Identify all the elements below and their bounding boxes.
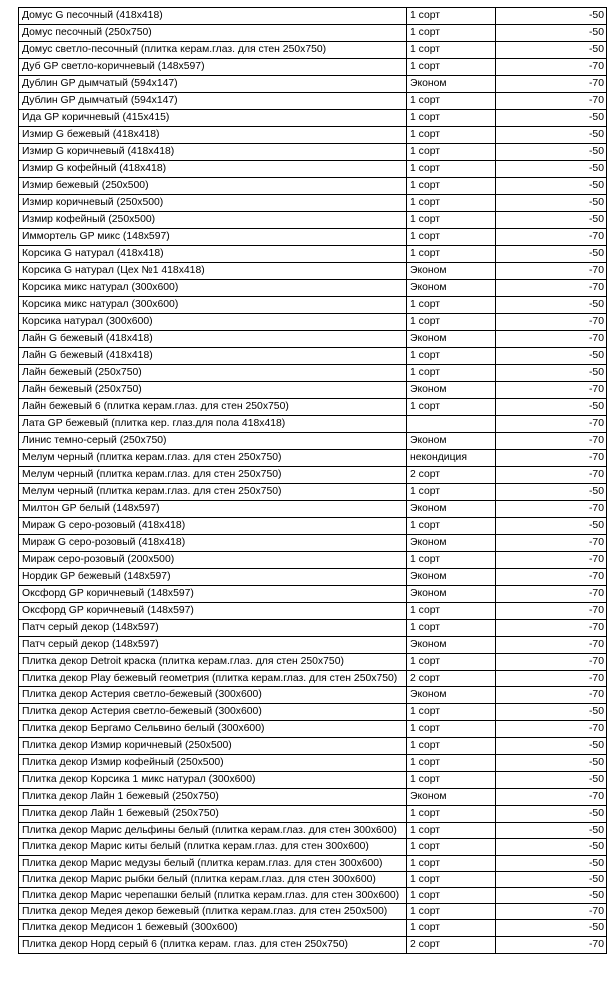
grade-cell: Эконом	[407, 263, 496, 280]
discount-cell: -70	[496, 93, 607, 110]
table-row	[19, 552, 607, 569]
discount-cell: -50	[496, 297, 607, 314]
product-name-cell: Лайн G бежевый (418x418)	[19, 331, 407, 348]
grade-cell: Эконом	[407, 501, 496, 518]
discount-cell: -70	[496, 280, 607, 297]
discount-cell: -70	[496, 721, 607, 738]
grade-cell: 1 сорт	[407, 721, 496, 738]
grade-cell: 1 сорт	[407, 399, 496, 416]
table-row	[19, 839, 607, 856]
grade-cell: 1 сорт	[407, 654, 496, 671]
table-row	[19, 687, 607, 704]
grade-cell: 1 сорт	[407, 772, 496, 789]
grade-cell: 1 сорт	[407, 314, 496, 331]
discount-cell: -70	[496, 904, 607, 920]
product-name-cell: Плитка декор Марис черепашки белый (плитка керам.глаз. для стен 300x600)	[19, 888, 407, 904]
product-name-cell: Корсика G натурал (418x418)	[19, 246, 407, 263]
product-name-cell: Плитка декор Корсика 1 микс натурал (300x600)	[19, 772, 407, 789]
discount-cell: -70	[496, 229, 607, 246]
discount-cell: -70	[496, 416, 607, 433]
product-name-cell: Мелум черный (плитка керам.глаз. для стен 250x750)	[19, 450, 407, 467]
grade-cell: 1 сорт	[407, 212, 496, 229]
grade-cell: 1 сорт	[407, 348, 496, 365]
discount-cell: -50	[496, 920, 607, 937]
discount-cell: -50	[496, 42, 607, 59]
table-row	[19, 348, 607, 365]
grade-cell: 1 сорт	[407, 839, 496, 856]
table-row	[19, 365, 607, 382]
table-row	[19, 280, 607, 297]
discount-cell: -70	[496, 433, 607, 450]
product-name-cell: Мираж G серо-розовый (418x418)	[19, 535, 407, 552]
grade-cell: 1 сорт	[407, 704, 496, 721]
product-name-cell: Корсика G натурал (Цех №1 418x418)	[19, 263, 407, 280]
product-name-cell: Корсика натурал (300x600)	[19, 314, 407, 331]
grade-cell: 1 сорт	[407, 195, 496, 212]
table-row	[19, 772, 607, 789]
grade-cell: 1 сорт	[407, 484, 496, 501]
discount-cell: -50	[496, 738, 607, 755]
product-name-cell: Измир G коричневый (418x418)	[19, 144, 407, 161]
discount-cell: -50	[496, 755, 607, 772]
table-row	[19, 937, 607, 954]
grade-cell: 1 сорт	[407, 365, 496, 382]
table-row	[19, 229, 607, 246]
discount-cell: -50	[496, 25, 607, 42]
grade-cell: 1 сорт	[407, 93, 496, 110]
table-body	[19, 8, 607, 954]
table-row	[19, 904, 607, 920]
product-name-cell: Мелум черный (плитка керам.глаз. для стен 250x750)	[19, 467, 407, 484]
discount-cell: -50	[496, 178, 607, 195]
product-name-cell: Лайн бежевый 6 (плитка керам.глаз. для стен 250x750)	[19, 399, 407, 416]
product-name-cell: Корсика микс натурал (300x600)	[19, 280, 407, 297]
grade-cell: Эконом	[407, 280, 496, 297]
product-name-cell: Дублин GP дымчатый (594x147)	[19, 76, 407, 93]
discount-cell: -50	[496, 484, 607, 501]
grade-cell: 1 сорт	[407, 823, 496, 839]
grade-cell: Эконом	[407, 687, 496, 704]
table-row	[19, 382, 607, 399]
discount-cell: -70	[496, 382, 607, 399]
discount-cell: -70	[496, 552, 607, 569]
product-name-cell: Плитка декор Норд серый 6 (плитка керам. глаз. для стен 250x750)	[19, 937, 407, 954]
grade-cell: Эконом	[407, 76, 496, 93]
discount-cell: -70	[496, 586, 607, 603]
grade-cell: 1 сорт	[407, 920, 496, 937]
grade-cell: 1 сорт	[407, 127, 496, 144]
table-row	[19, 195, 607, 212]
discount-cell: -50	[496, 195, 607, 212]
table-row	[19, 569, 607, 586]
grade-cell: 2 сорт	[407, 467, 496, 484]
product-name-cell: Мираж G серо-розовый (418x418)	[19, 518, 407, 535]
discount-cell: -70	[496, 263, 607, 280]
table-row	[19, 297, 607, 314]
table-row	[19, 59, 607, 76]
product-name-cell: Дублин GP дымчатый (594x147)	[19, 93, 407, 110]
table-row	[19, 450, 607, 467]
grade-cell: 1 сорт	[407, 904, 496, 920]
table-row	[19, 518, 607, 535]
discount-cell: -70	[496, 620, 607, 637]
product-name-cell: Плитка декор Лайн 1 бежевый (250x750)	[19, 806, 407, 823]
product-name-cell: Ида GP коричневый (415x415)	[19, 110, 407, 127]
discount-cell: -50	[496, 144, 607, 161]
grade-cell: Эконом	[407, 535, 496, 552]
grade-cell: 1 сорт	[407, 518, 496, 535]
product-name-cell: Оксфорд GP коричневый (148x597)	[19, 586, 407, 603]
table-row	[19, 25, 607, 42]
table-row	[19, 789, 607, 806]
grade-cell: некондиция	[407, 450, 496, 467]
product-name-cell: Дуб GP светло-коричневый (148x597)	[19, 59, 407, 76]
discount-cell: -70	[496, 569, 607, 586]
table-row	[19, 314, 607, 331]
discount-cell: -70	[496, 789, 607, 806]
product-name-cell: Лата GP бежевый (плитка кер. глаз.для пола 418x418)	[19, 416, 407, 433]
table-row	[19, 178, 607, 195]
grade-cell: 1 сорт	[407, 25, 496, 42]
discount-cell: -70	[496, 637, 607, 654]
product-name-cell: Измир G кофейный (418x418)	[19, 161, 407, 178]
grade-cell: 1 сорт	[407, 872, 496, 888]
discount-cell: -70	[496, 687, 607, 704]
table-row	[19, 920, 607, 937]
discount-cell: -70	[496, 501, 607, 518]
grade-cell: 1 сорт	[407, 755, 496, 772]
product-name-cell: Плитка декор Бергамо Сельвино белый (300x600)	[19, 721, 407, 738]
table-row	[19, 331, 607, 348]
grade-cell: 1 сорт	[407, 856, 496, 872]
product-name-cell: Милтон GP белый (148x597)	[19, 501, 407, 518]
grade-cell: 1 сорт	[407, 620, 496, 637]
product-name-cell: Мелум черный (плитка керам.глаз. для стен 250x750)	[19, 484, 407, 501]
grade-cell: 1 сорт	[407, 110, 496, 127]
discount-cell: -70	[496, 59, 607, 76]
grade-cell: 1 сорт	[407, 888, 496, 904]
product-name-cell: Измир кофейный (250x500)	[19, 212, 407, 229]
table-row	[19, 806, 607, 823]
price-table	[18, 7, 607, 954]
table-row	[19, 467, 607, 484]
grade-cell: 1 сорт	[407, 161, 496, 178]
product-name-cell: Корсика микс натурал (300x600)	[19, 297, 407, 314]
product-name-cell: Мираж серо-розовый (200x500)	[19, 552, 407, 569]
discount-cell: -50	[496, 872, 607, 888]
table-row	[19, 433, 607, 450]
product-name-cell: Лайн G бежевый (418x418)	[19, 348, 407, 365]
product-name-cell: Измир G бежевый (418x418)	[19, 127, 407, 144]
table-row	[19, 161, 607, 178]
discount-cell: -50	[496, 856, 607, 872]
grade-cell: 1 сорт	[407, 297, 496, 314]
table-row	[19, 535, 607, 552]
discount-cell: -50	[496, 127, 607, 144]
grade-cell: 1 сорт	[407, 552, 496, 569]
grade-cell: Эконом	[407, 433, 496, 450]
table-row	[19, 8, 607, 25]
table-row	[19, 263, 607, 280]
discount-cell: -50	[496, 110, 607, 127]
grade-cell: 1 сорт	[407, 229, 496, 246]
discount-cell: -50	[496, 246, 607, 263]
discount-cell: -70	[496, 76, 607, 93]
discount-cell: -50	[496, 365, 607, 382]
grade-cell	[407, 416, 496, 433]
product-name-cell: Плитка декор Play бежевый геометрия (плитка керам.глаз. для стен 250x750)	[19, 671, 407, 687]
grade-cell: 1 сорт	[407, 603, 496, 620]
discount-cell: -50	[496, 399, 607, 416]
discount-cell: -70	[496, 671, 607, 687]
product-name-cell: Домус светло-песочный (плитка керам.глаз. для стен 250x750)	[19, 42, 407, 59]
table-row	[19, 755, 607, 772]
table-row	[19, 110, 607, 127]
grade-cell: Эконом	[407, 382, 496, 399]
grade-cell: 1 сорт	[407, 246, 496, 263]
grade-cell: 1 сорт	[407, 178, 496, 195]
product-name-cell: Иммортель GP микс (148x597)	[19, 229, 407, 246]
product-name-cell: Нордик GP бежевый (148x597)	[19, 569, 407, 586]
discount-cell: -70	[496, 535, 607, 552]
grade-cell: 1 сорт	[407, 806, 496, 823]
product-name-cell: Плитка декор Медисон 1 бежевый (300x600)	[19, 920, 407, 937]
table-row	[19, 127, 607, 144]
discount-cell: -50	[496, 839, 607, 856]
product-name-cell: Домус G песочный (418x418)	[19, 8, 407, 25]
discount-cell: -50	[496, 348, 607, 365]
product-name-cell: Патч серый декор (148x597)	[19, 620, 407, 637]
product-name-cell: Оксфорд GP коричневый (148x597)	[19, 603, 407, 620]
discount-cell: -70	[496, 450, 607, 467]
table-row	[19, 823, 607, 839]
product-name-cell: Плитка декор Марис медузы белый (плитка керам.глаз. для стен 300x600)	[19, 856, 407, 872]
product-name-cell: Плитка декор Астерия светло-бежевый (300x600)	[19, 687, 407, 704]
table-row	[19, 501, 607, 518]
table-row	[19, 721, 607, 738]
product-name-cell: Плитка декор Лайн 1 бежевый (250x750)	[19, 789, 407, 806]
grade-cell: 1 сорт	[407, 59, 496, 76]
product-name-cell: Линис темно-серый (250x750)	[19, 433, 407, 450]
discount-cell: -70	[496, 654, 607, 671]
product-name-cell: Лайн бежевый (250x750)	[19, 365, 407, 382]
table-row	[19, 399, 607, 416]
discount-cell: -50	[496, 8, 607, 25]
discount-cell: -50	[496, 806, 607, 823]
grade-cell: 1 сорт	[407, 42, 496, 59]
grade-cell: Эконом	[407, 569, 496, 586]
grade-cell: Эконом	[407, 637, 496, 654]
table-row	[19, 42, 607, 59]
grade-cell: Эконом	[407, 586, 496, 603]
table-row	[19, 872, 607, 888]
discount-cell: -70	[496, 603, 607, 620]
product-name-cell: Плитка декор Измир кофейный (250x500)	[19, 755, 407, 772]
grade-cell: 1 сорт	[407, 738, 496, 755]
grade-cell: 1 сорт	[407, 8, 496, 25]
table-row	[19, 620, 607, 637]
table-row	[19, 144, 607, 161]
table-row	[19, 246, 607, 263]
product-name-cell: Плитка декор Марис дельфины белый (плитка керам.глаз. для стен 300x600)	[19, 823, 407, 839]
table-row	[19, 416, 607, 433]
table-row	[19, 637, 607, 654]
table-row	[19, 76, 607, 93]
discount-cell: -50	[496, 212, 607, 229]
product-name-cell: Измир коричневый (250x500)	[19, 195, 407, 212]
table-row	[19, 484, 607, 501]
grade-cell: 2 сорт	[407, 937, 496, 954]
table-row	[19, 856, 607, 872]
discount-cell: -50	[496, 161, 607, 178]
discount-cell: -50	[496, 704, 607, 721]
product-name-cell: Патч серый декор (148x597)	[19, 637, 407, 654]
discount-cell: -50	[496, 888, 607, 904]
table-row	[19, 888, 607, 904]
grade-cell: Эконом	[407, 789, 496, 806]
discount-cell: -50	[496, 823, 607, 839]
product-name-cell: Плитка декор Астерия светло-бежевый (300x600)	[19, 704, 407, 721]
product-name-cell: Измир бежевый (250x500)	[19, 178, 407, 195]
discount-cell: -70	[496, 467, 607, 484]
grade-cell: 1 сорт	[407, 144, 496, 161]
product-name-cell: Плитка декор Измир коричневый (250x500)	[19, 738, 407, 755]
table-row	[19, 93, 607, 110]
table-row	[19, 654, 607, 671]
table-row	[19, 212, 607, 229]
table-row	[19, 586, 607, 603]
discount-cell: -70	[496, 331, 607, 348]
product-name-cell: Плитка декор Медея декор бежевый (плитка керам.глаз. для стен 250x500)	[19, 904, 407, 920]
discount-cell: -70	[496, 314, 607, 331]
product-name-cell: Плитка декор Detroit краска (плитка керам.глаз. для стен 250x750)	[19, 654, 407, 671]
product-name-cell: Плитка декор Марис киты белый (плитка керам.глаз. для стен 300x600)	[19, 839, 407, 856]
table-row	[19, 671, 607, 687]
product-name-cell: Плитка декор Марис рыбки белый (плитка керам.глаз. для стен 300x600)	[19, 872, 407, 888]
discount-cell: -50	[496, 518, 607, 535]
grade-cell: 2 сорт	[407, 671, 496, 687]
table-row	[19, 738, 607, 755]
table-row	[19, 704, 607, 721]
discount-cell: -50	[496, 772, 607, 789]
discount-cell: -70	[496, 937, 607, 954]
product-name-cell: Лайн бежевый (250x750)	[19, 382, 407, 399]
grade-cell: Эконом	[407, 331, 496, 348]
table-row	[19, 603, 607, 620]
product-name-cell: Домус песочный (250x750)	[19, 25, 407, 42]
